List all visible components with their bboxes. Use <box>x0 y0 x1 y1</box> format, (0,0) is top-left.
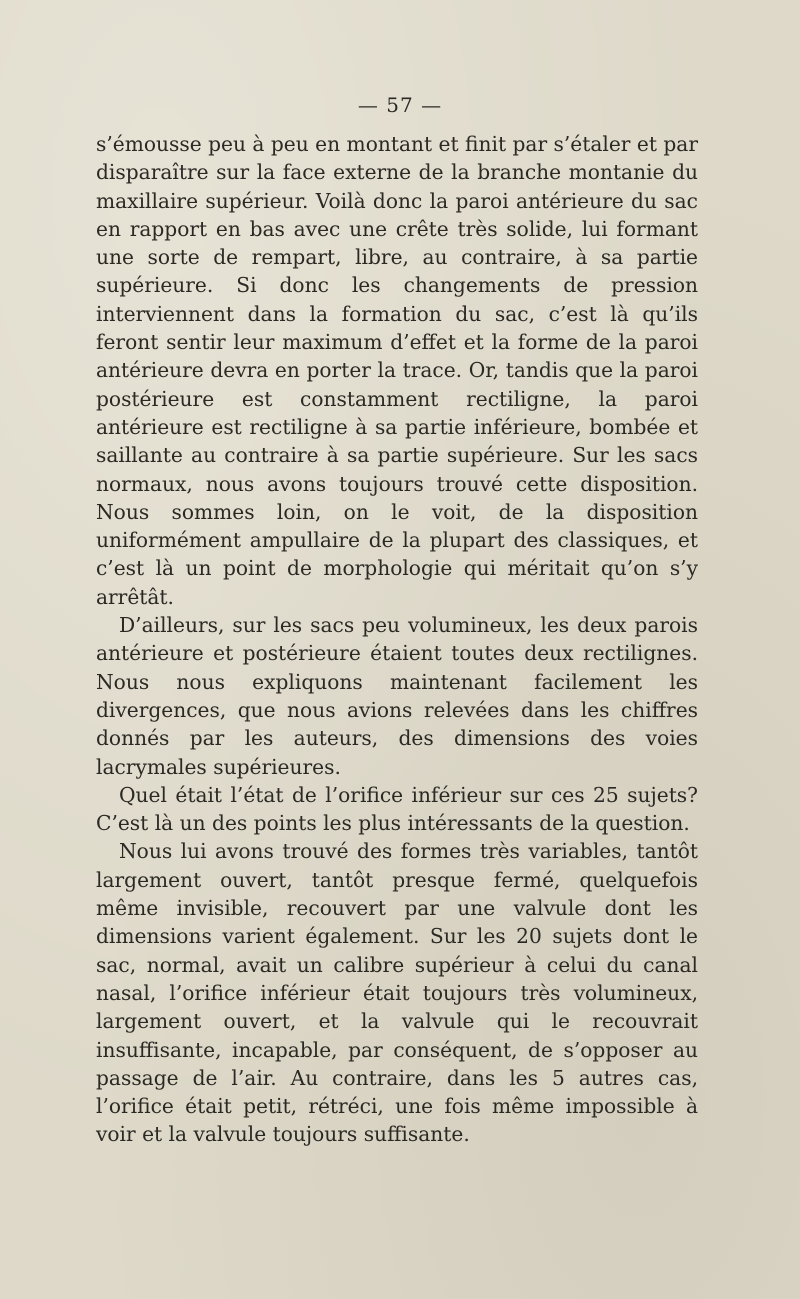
page-number: — 57 — <box>357 93 443 117</box>
paragraph-3: Quel était l’état de l’orifice inférieur sur ces 25 sujets? C’est là un des points les plus intéressants de la question. <box>96 782 698 836</box>
paragraph-2: D’ailleurs, sur les sacs peu volumineux, les deux parois antérieure et postérieure étaient toutes deux rectilignes. Nous nous expliquons maintenant facilement les divergences, que nous avions relevées dans les chiffres donnés par les auteurs, des dimensions des voies lacrymales supérieures. <box>96 613 698 779</box>
paragraph-1: s’émousse peu à peu en montant et finit par s’étaler et par disparaître sur la face externe de la branche montanie du maxillaire supérieur. Voilà donc la paroi antérieure du sac en rapport en bas avec une crête très solide, lui formant une sorte de rempart, libre, au contraire, à sa partie supérieure. Si donc les changements de pression interviennent dans la formation du sac, c’est là qu’ils feront sentir leur maximum d’effet et la forme de la paroi antérieure devra en porter la trace. Or, tandis que la paroi postérieure est constamment rectiligne, la paroi antérieure est rectiligne à sa partie inférieure, bombée et saillante au contraire à sa partie supérieure. Sur les sacs normaux, nous avons toujours trouvé cette disposition. Nous sommes loin, on le voit, de la disposition uniformément ampullaire de la plupart des classiques, et c’est là un point de morphologie qui méritait qu’on s’y arrêtât. <box>96 132 698 609</box>
paragraph-4: Nous lui avons trouvé des formes très variables, tantôt largement ouvert, tantôt presque fermé, quelquefois même invisible, recouvert par une valvule dont les dimensions varient également. Sur les 20 sujets dont le sac, normal, avait un calibre supérieur à celui du canal nasal, l’orifice inférieur était toujours très volumineux, largement ouvert, et la valvule qui le recouvrait insuffisante, incapable, par conséquent, de s’opposer au passage de l’air. Au contraire, dans les 5 autres cas, l’orifice était petit, rétréci, une fois même impossible à voir et la valvule toujours suffisante. <box>96 839 698 1147</box>
body-text <box>96 130 698 1149</box>
